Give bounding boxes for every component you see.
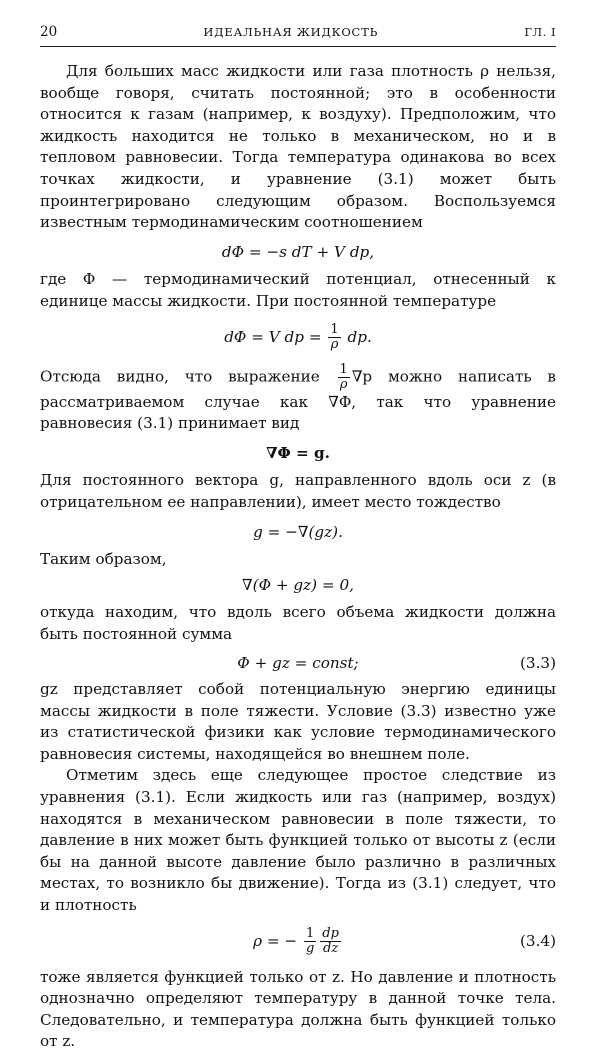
fraction-one-over-rho: $\frac{1}{\rho}$: [330, 322, 339, 353]
paragraph-5: Таким образом,: [40, 550, 167, 569]
header-rule: [40, 46, 556, 47]
equation-dphi: dΦ = −s dT + V dp,: [221, 242, 375, 261]
running-title: ИДЕАЛЬНАЯ ЖИДКОСТЬ: [203, 25, 379, 39]
fraction-one-over-rho-inline: $\frac{1}{\rho}$: [339, 361, 348, 392]
paragraph-8: Отметим здесь еще следующее простое следствие из уравнения (3.1). Если жидкость или газ (например, воздух) находятся в механическом равновесии в поле тяжести, то давление в них может быть функцией только от высоты z (если бы на данной высоте давление было различно в различных местах, то возникло бы движение). Тогда из (3.1) следует, что и плотность: [40, 766, 556, 914]
paragraph-3: Отсюда видно, что выражение $\frac{1}{\rho}$ ∇p можно написать в рассматриваемом случае как ∇Φ, так что уравнение равновесия (3.1) принимает вид: [40, 361, 556, 433]
equation-number-3-4: (3.4): [519, 931, 556, 950]
fraction-one-over-g: $\frac{1}{g}$: [305, 926, 315, 957]
paragraph-4: Для постоянного вектора g, направленного вдоль оси z (в отрицательном ее направлении), имеет место тождество: [40, 471, 556, 511]
equation-grad-phi: ∇Φ = g.: [266, 443, 330, 462]
equation-number-3-3: (3.3): [519, 654, 556, 673]
equation-g-identity: g = −∇(gz).: [253, 522, 343, 541]
page-number: 20: [40, 24, 58, 40]
paragraph-6: откуда находим, что вдоль всего объема жидкости должна быть постоянной сумма: [40, 603, 556, 643]
running-header: [40, 22, 556, 44]
paragraph-9: тоже является функцией только от z. Но давление и плотность однозначно определяют температуру в данной точке тела. Следовательно, и температура должна быть функцией только от z.: [40, 967, 556, 1051]
page: [40, 22, 556, 1053]
equation-grad-sum: ∇(Φ + gz) = 0,: [242, 575, 354, 594]
fraction-dp-dz: $\frac{dp}{dz}$: [322, 926, 339, 957]
paragraph-7: gz представляет собой потенциальную энергию единицы массы жидкости в поле тяжести. Условие (3.3) известно уже из статистической физики как условие термодинамического равновесия системы, находящейся во внешнем поле.: [40, 680, 556, 763]
equation-3-4: ρ = − $\frac{1}{g}$ $\frac{dp}{dz}$ (3.4): [40, 919, 556, 963]
paragraph-1: Для больших масс жидкости или газа плотность ρ нельзя, вообще говоря, считать постоянной; это в особенности относится к газам (например, к воздуху). Предположим, что жидкость находится не только в механическом, но и в тепловом равновесии. Тогда температура одинакова во всех точках жидкости, и уравнение (3.1) может быть проинтегрировано следующим образом. Воспользуемся известным термодинамическим соотношением: [40, 62, 556, 232]
paragraph-2: где Φ — термодинамический потенциал, отнесенный к единице массы жидкости. При постоянной температуре: [40, 270, 556, 310]
chapter-label: ГЛ. I: [524, 25, 556, 39]
equation-dphi-const-temp: dΦ = V dp = $\frac{1}{\rho}$ dp.: [224, 322, 372, 353]
equation-3-3: Φ + gz = const; (3.3): [40, 653, 556, 675]
